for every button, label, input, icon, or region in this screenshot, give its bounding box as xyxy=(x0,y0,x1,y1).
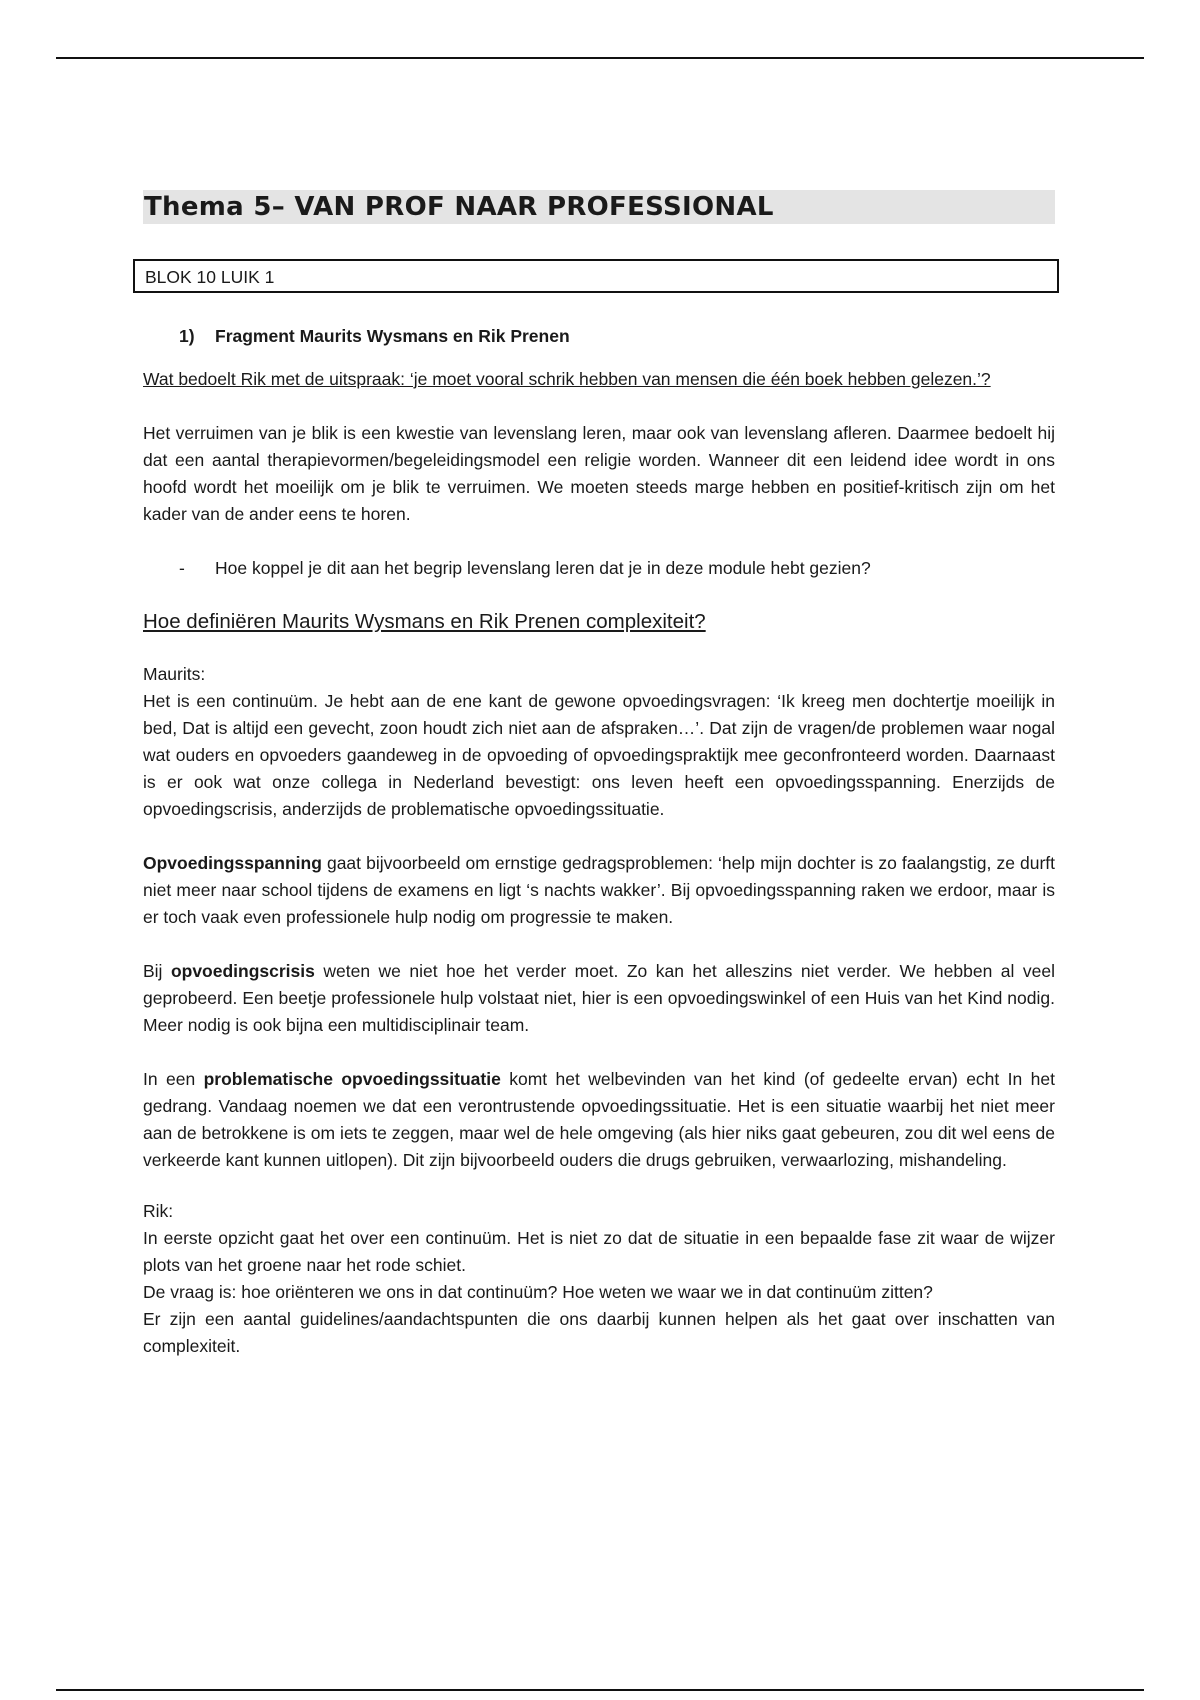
term-opvoedingsspanning: Opvoedingsspanning xyxy=(143,853,322,873)
speaker-label-maurits: Maurits: xyxy=(143,664,206,684)
fragment-heading xyxy=(179,324,1055,348)
rik-line-3: Er zijn een aantal guidelines/aandachtspunten die ons daarbij kunnen helpen als het gaat over inschatten van complexiteit. xyxy=(143,1309,1055,1356)
term-opvoedingscrisis: opvoedingscrisis xyxy=(170,961,315,981)
speaker-label-rik: Rik: xyxy=(143,1201,174,1221)
bullet-marker: - xyxy=(179,558,185,578)
fragment-number: 1) xyxy=(179,326,195,346)
question-two-heading: Hoe definiëren Maurits Wysmans en Rik Prenen complexiteit? xyxy=(143,610,706,633)
block-label-box: BLOK 10 LUIK 1 xyxy=(133,259,1059,293)
fragment-title: Fragment Maurits Wysmans en Rik Prenen xyxy=(215,326,570,346)
document-body xyxy=(143,190,1055,1360)
rik-line-1: In eerste opzicht gaat het over een continuüm. Het is niet zo dat de situatie in een bepaalde fase zit waar de wijzer plots van het groene naar het rode schiet. xyxy=(143,1228,1055,1275)
spanning-paragraph: Opvoedingsspanning gaat bijvoorbeeld om ernstige gedragsproblemen: ‘help mijn dochter is zo faalangstig, ze durft niet meer naar school tijdens de examens en ligt ‘s nachts wakker’. Bij opvoedingsspanning raken we erdoor, maar is er toch vaak even professionele hulp nodig om progressie te maken. xyxy=(143,853,1055,927)
bullet-text: Hoe koppel je dit aan het begrip levenslang leren dat je in deze module hebt gezien? xyxy=(215,558,871,578)
term-problematische-opvoedingssituatie: problematische opvoedingssituatie xyxy=(203,1069,501,1089)
theme-title: Thema 5– VAN PROF NAAR PROFESSIONAL xyxy=(143,190,1055,224)
header-rule xyxy=(56,57,1144,59)
footer-rule xyxy=(56,1689,1144,1691)
crisis-paragraph: Bij opvoedingscrisis weten we niet hoe het verder moet. Zo kan het alleszins niet verder. We hebben al veel geprobeerd. Een beetje professionele hulp volstaat niet, hier is een opvoedingswinkel of een Huis van het Kind nodig. Meer nodig is ook bijna een multidisciplinair team. xyxy=(143,961,1056,1035)
answer-paragraph: Het verruimen van je blik is een kwestie van levenslang leren, maar ook van levenslang afleren. Daarmee bedoelt hij dat een aantal therapievormen/begeleidingsmodel een religie worden. Wanneer dit een leidend idee wordt in ons hoofd wordt het moeilijk om je blik te verruimen. We moeten steeds marge hebben en positief-kritisch zijn om het kader van de ander eens te horen. xyxy=(143,423,1055,524)
maurits-intro-paragraph: Het is een continuüm. Je hebt aan de ene kant de gewone opvoedingsvragen: ‘Ik kreeg men dochtertje moeilijk in bed, Dat is altijd een gevecht, zoon houdt zich niet aan de afspraken…’. Dat zijn de vragen/de problemen waar nogal wat ouders en opvoeders gaandeweg in de opvoeding of opvoedingspraktijk mee geconfronteerd worden. Daarnaast is er ook wat onze collega in Nederland bevestigt: ons leven heeft een opvoedingsspanning. Enerzijds de opvoedingscrisis, anderzijds de problematische opvoedingssituatie. xyxy=(143,691,1055,819)
rik-line-2: De vraag is: hoe oriënteren we ons in dat continuüm? Hoe weten we waar we in dat continuüm zitten? xyxy=(143,1282,933,1302)
question-one: Wat bedoelt Rik met de uitspraak: ‘je moet vooral schrik hebben van mensen die één boek hebben gelezen.’? xyxy=(143,369,991,389)
bullet-item xyxy=(179,555,1055,582)
situatie-paragraph: In een problematische opvoedingssituatie komt het welbevinden van het kind (of gedeelte ervan) echt In het gedrang. Vandaag noemen we dat een verontrustende opvoedingssituatie. Het is een situatie waarbij het niet meer aan de betrokkene is om iets te zeggen, maar wel de hele omgeving (als hier niks gaat gebeuren, zou dit wel eens de verkeerde kant kunnen uitlopen). Dit zijn bijvoorbeeld ouders die drugs gebruiken, verwaarlozing, mishandeling. xyxy=(143,1069,1055,1170)
